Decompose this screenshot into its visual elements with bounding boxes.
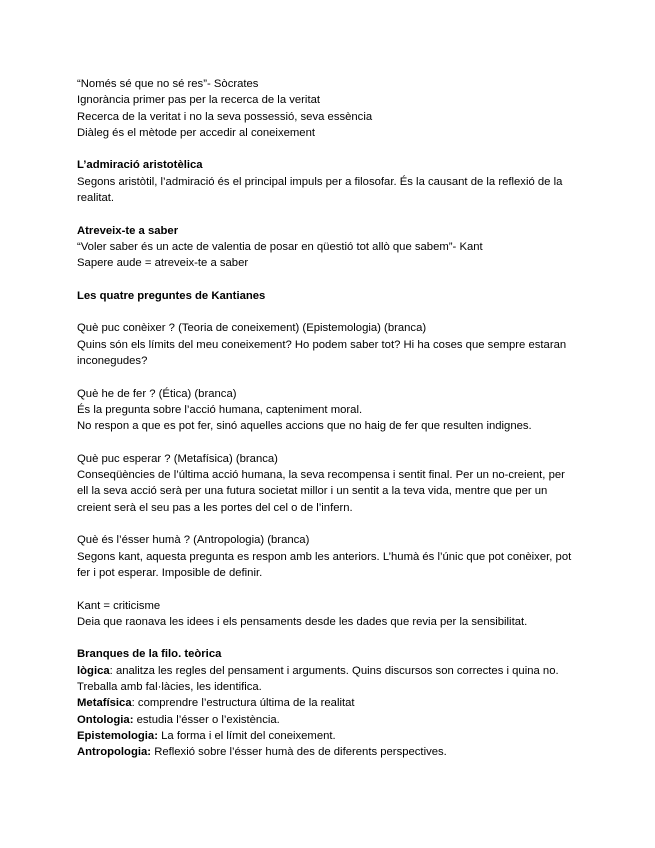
section-heading: L’admiració aristotèlica [77, 159, 203, 172]
branch-item [77, 663, 577, 696]
branch-term: lògica [77, 664, 110, 677]
section-heading: Les quatre preguntes de Kantianes [77, 289, 266, 302]
branch-definition: La forma i el límit del coneixement. [161, 729, 336, 742]
question-text: Conseqüències de l’última acció humana, la seva recompensa i sentit final. Per un no-creient, per ell la seva acció serà per una futura societat millor i un sentit a la teva vida, mentre que per un creient serà el seu pas a les portes del cel o de l’infern. [77, 469, 565, 514]
branques-section [77, 646, 577, 760]
paragraph: Segons aristòtil, l’admiració és el principal impuls per a filosofar. És la causant de la reflexió de la realitat. [77, 175, 563, 205]
branch-definition: estudia l’ésser o l’existència. [136, 713, 280, 726]
branch-term: Metafísica [77, 697, 132, 710]
question-text: És la pregunta sobre l’acció humana, capteniment moral. [77, 403, 363, 416]
branch-separator: : [131, 697, 138, 710]
section-heading: Atreveix-te a saber [77, 224, 179, 237]
admiracio-section [77, 157, 577, 206]
paragraph-line: Sapere aude = atreveix-te a saber [77, 257, 249, 270]
document-page [77, 76, 577, 760]
branch-definition: analitza les regles del pensament i arguments. Quins discursos son correctes i quina no. Treballa amb fal·làcies, les identifica. [77, 664, 559, 693]
quote-kant: “Voler saber és un acte de valentia de posar en qüestió tot allò que sabem”- Kant [77, 240, 483, 253]
branch-separator: : [109, 664, 116, 677]
branch-term: Antropologia: [77, 746, 152, 759]
branch-item [77, 695, 577, 711]
question-text: Quins són els límits del meu coneixement? Ho podem saber tot? Hi ha coses que sempre estaran inconegudes? [77, 338, 567, 368]
preguntes-section [77, 288, 577, 581]
atreveix-section [77, 223, 577, 272]
branch-item [77, 728, 577, 744]
intro-section [77, 76, 577, 141]
kant-section [77, 598, 577, 631]
branch-term: Epistemologia: [77, 729, 158, 742]
branch-item [77, 712, 577, 728]
question-title: Què puc esperar ? (Metafísica) (branca) [77, 452, 278, 465]
question-text: Segons kant, aquesta pregunta es respon amb les anteriors. L’humà és l’únic que pot conèixer, pot fer i pot esperar. Imposible de definir. [77, 550, 572, 579]
branch-definition: Reflexió sobre l’ésser humà des de diferents perspectives. [154, 746, 447, 759]
paragraph-line: Deia que raonava les idees i els pensaments desde les dades que revia per la sensibilitat. [77, 615, 528, 628]
branch-item [77, 744, 577, 760]
intro-line: Ignorància primer pas per la recerca de la veritat [77, 94, 320, 107]
question-title: Què he de fer ? (Ética) (branca) [77, 387, 237, 400]
section-heading: Branques de la filo. teòrica [77, 648, 222, 661]
quote-socrates: “Només sé que no sé res”- Sòcrates [77, 78, 259, 90]
question-title: Què puc conèixer ? (Teoria de coneixement) (Epistemologia) (branca) [77, 322, 427, 335]
question-title: Què és l’ésser humà ? (Antropologia) (branca) [77, 534, 310, 547]
intro-line: Recerca de la veritat i no la seva possessió, seva essència [77, 110, 373, 123]
paragraph-line: Kant = criticisme [77, 599, 161, 612]
branch-term: Ontologia: [77, 713, 134, 726]
intro-line: Diàleg és el mètode per accedir al coneixement [77, 126, 315, 139]
branch-definition: comprendre l’estructura última de la realitat [137, 697, 355, 710]
question-text: No respon a que es pot fer, sinó aquelles accions que no haig de fer que resulten indignes. [77, 420, 532, 433]
